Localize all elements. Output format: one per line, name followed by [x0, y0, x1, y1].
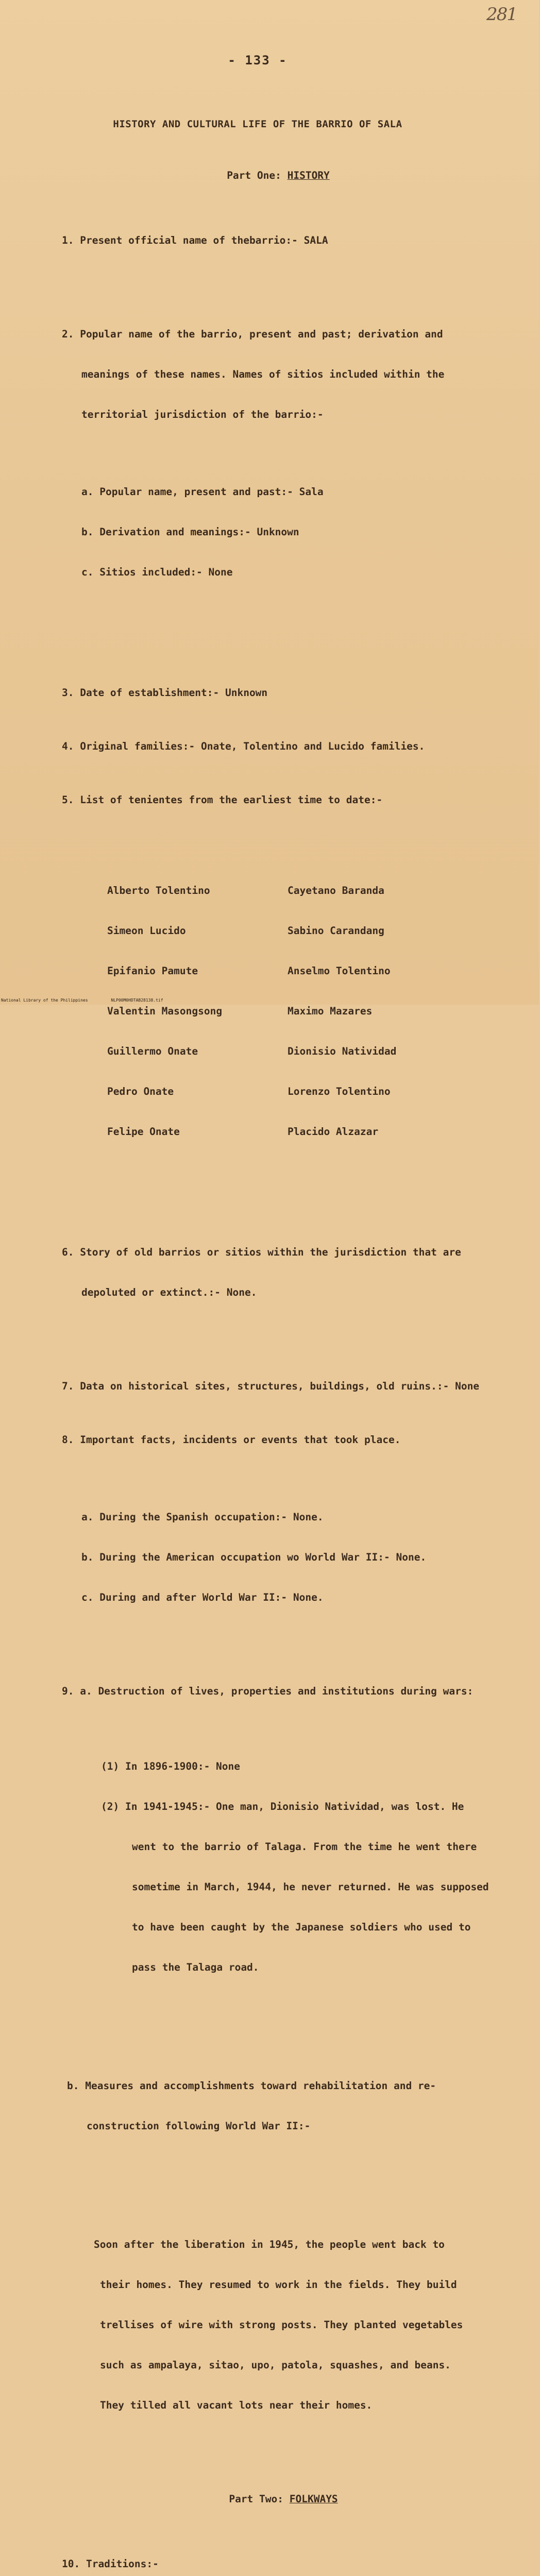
- list-item: Simeon Lucido: [107, 925, 186, 937]
- question-4: 4. Original families:- Onate, Tolentino and Lucido families.: [62, 740, 425, 752]
- q8-item: c. During and after World War II:- None.: [81, 1591, 324, 1603]
- list-item: Felipe Onate: [107, 1126, 180, 1138]
- tenientes-column-right: [288, 857, 468, 1165]
- document-title: HISTORY AND CULTURAL LIFE OF THE BARRIO OF SALA: [113, 118, 402, 130]
- part-two-heading: [52, 2493, 515, 2506]
- handwritten-page-annotation: 281: [486, 4, 517, 25]
- list-item: Sabino Carandang: [288, 925, 384, 937]
- question-8: 8. Important facts, incidents or events that took place.: [62, 1434, 401, 1446]
- question-2: [62, 301, 515, 633]
- part-one-heading: [41, 169, 515, 182]
- footer-filename: NLP00M0HDTAB28138.tif: [111, 998, 163, 1003]
- part-one-prefix: Part One:: [227, 170, 281, 181]
- tenientes-column-left: [107, 857, 288, 1165]
- q2-line: meanings of these names. Names of sitios included within the: [81, 368, 445, 380]
- q9a-item-2-line: pass the Talaga road.: [132, 1961, 259, 1973]
- list-item: Dionisio Natividad: [288, 1045, 397, 1057]
- question-6: [62, 1219, 515, 1326]
- q9a-item-2-line: sometime in March, 1944, he never returned. He was supposed: [132, 1881, 489, 1893]
- list-item: Epifanio Pamute: [107, 965, 198, 977]
- q9b-line: b. Measures and accomplishments toward rehabilitation and re-: [67, 2080, 436, 2092]
- tenientes-list: [62, 857, 515, 1165]
- q2-item-b: b. Derivation and meanings:- Unknown: [81, 526, 299, 538]
- part-two-prefix: Part Two:: [229, 2493, 283, 2505]
- document-body: [62, 27, 515, 2576]
- list-item: Placido Alzazar: [288, 1126, 379, 1138]
- list-item: Cayetano Baranda: [288, 885, 384, 896]
- list-item: Lorenzo Tolentino: [288, 1086, 391, 1097]
- part-one-name: HISTORY: [287, 170, 330, 181]
- scan-footer: [0, 998, 540, 1003]
- question-7: 7. Data on historical sites, structures, buildings, old ruins.:- None: [62, 1380, 480, 1392]
- q9a-item-2-line: to have been caught by the Japanese soldiers who used to: [132, 1921, 471, 1933]
- q9b-line: construction following World War II:-: [87, 2120, 311, 2132]
- q9a-subitems: [62, 1733, 515, 2001]
- paragraph-line: trellises of wire with strong posts. They planted vegetables: [100, 2319, 463, 2331]
- q2-line: territorial jurisdiction of the barrio:-: [81, 409, 324, 420]
- part-two-name: FOLKWAYS: [289, 2493, 338, 2505]
- q8-subitems: [62, 1484, 515, 1631]
- paragraph-line: such as ampalaya, sitao, upo, patola, squashes, and beans.: [100, 2359, 451, 2371]
- list-item: Guillermo Onate: [107, 1045, 198, 1057]
- q8-item: b. During the American occupation wo World War II:- None.: [81, 1551, 427, 1563]
- question-3: 3. Date of establishment:- Unknown: [62, 687, 268, 699]
- q9a-item-2-line: went to the barrio of Talaga. From the time he went there: [132, 1841, 477, 1853]
- paragraph-line: their homes. They resumed to work in the fields. They build: [100, 2279, 457, 2291]
- q9a-item-1: (1) In 1896-1900:- None: [101, 1760, 241, 1772]
- question-10: 10. Traditions:-: [62, 2558, 159, 2570]
- list-item: Maximo Mazares: [288, 1005, 373, 1017]
- list-item: Alberto Tolentino: [107, 885, 210, 896]
- q6-line: 6. Story of old barrios or sitios within the jurisdiction that are: [62, 1246, 461, 1258]
- paragraph-line: They tilled all vacant lots near their homes.: [100, 2399, 373, 2411]
- list-item: Pedro Onate: [107, 1086, 174, 1097]
- paragraph-line: Soon after the liberation in 1945, the people went back to: [94, 2239, 445, 2250]
- q6-line: depoluted or extinct.:- None.: [81, 1286, 257, 1298]
- page-number: - 133 -: [228, 53, 288, 67]
- footer-library: National Library of the Philippines: [1, 998, 88, 1003]
- question-5: 5. List of tenientes from the earliest time to date:-: [62, 794, 383, 806]
- q2-subitems: [62, 459, 515, 606]
- q2-line: 2. Popular name of the barrio, present and past; derivation and: [62, 328, 443, 340]
- q8-item: a. During the Spanish occupation:- None.: [81, 1511, 324, 1523]
- q2-item-c: c. Sitios included:- None: [81, 566, 233, 578]
- question-1: 1. Present official name of thebarrio:- SALA: [62, 234, 328, 246]
- list-item: Valentin Masongsong: [107, 1005, 223, 1017]
- list-item: Anselmo Tolentino: [288, 965, 391, 977]
- q9b-paragraph: [62, 2211, 515, 2439]
- q2-item-a: a. Popular name, present and past:- Sala: [81, 486, 324, 498]
- question-9b: [62, 2053, 515, 2160]
- question-9a: 9. a. Destruction of lives, properties and institutions during wars:: [62, 1685, 474, 1697]
- q9a-item-2-line: (2) In 1941-1945:- One man, Dionisio Natividad, was lost. He: [101, 1801, 464, 1812]
